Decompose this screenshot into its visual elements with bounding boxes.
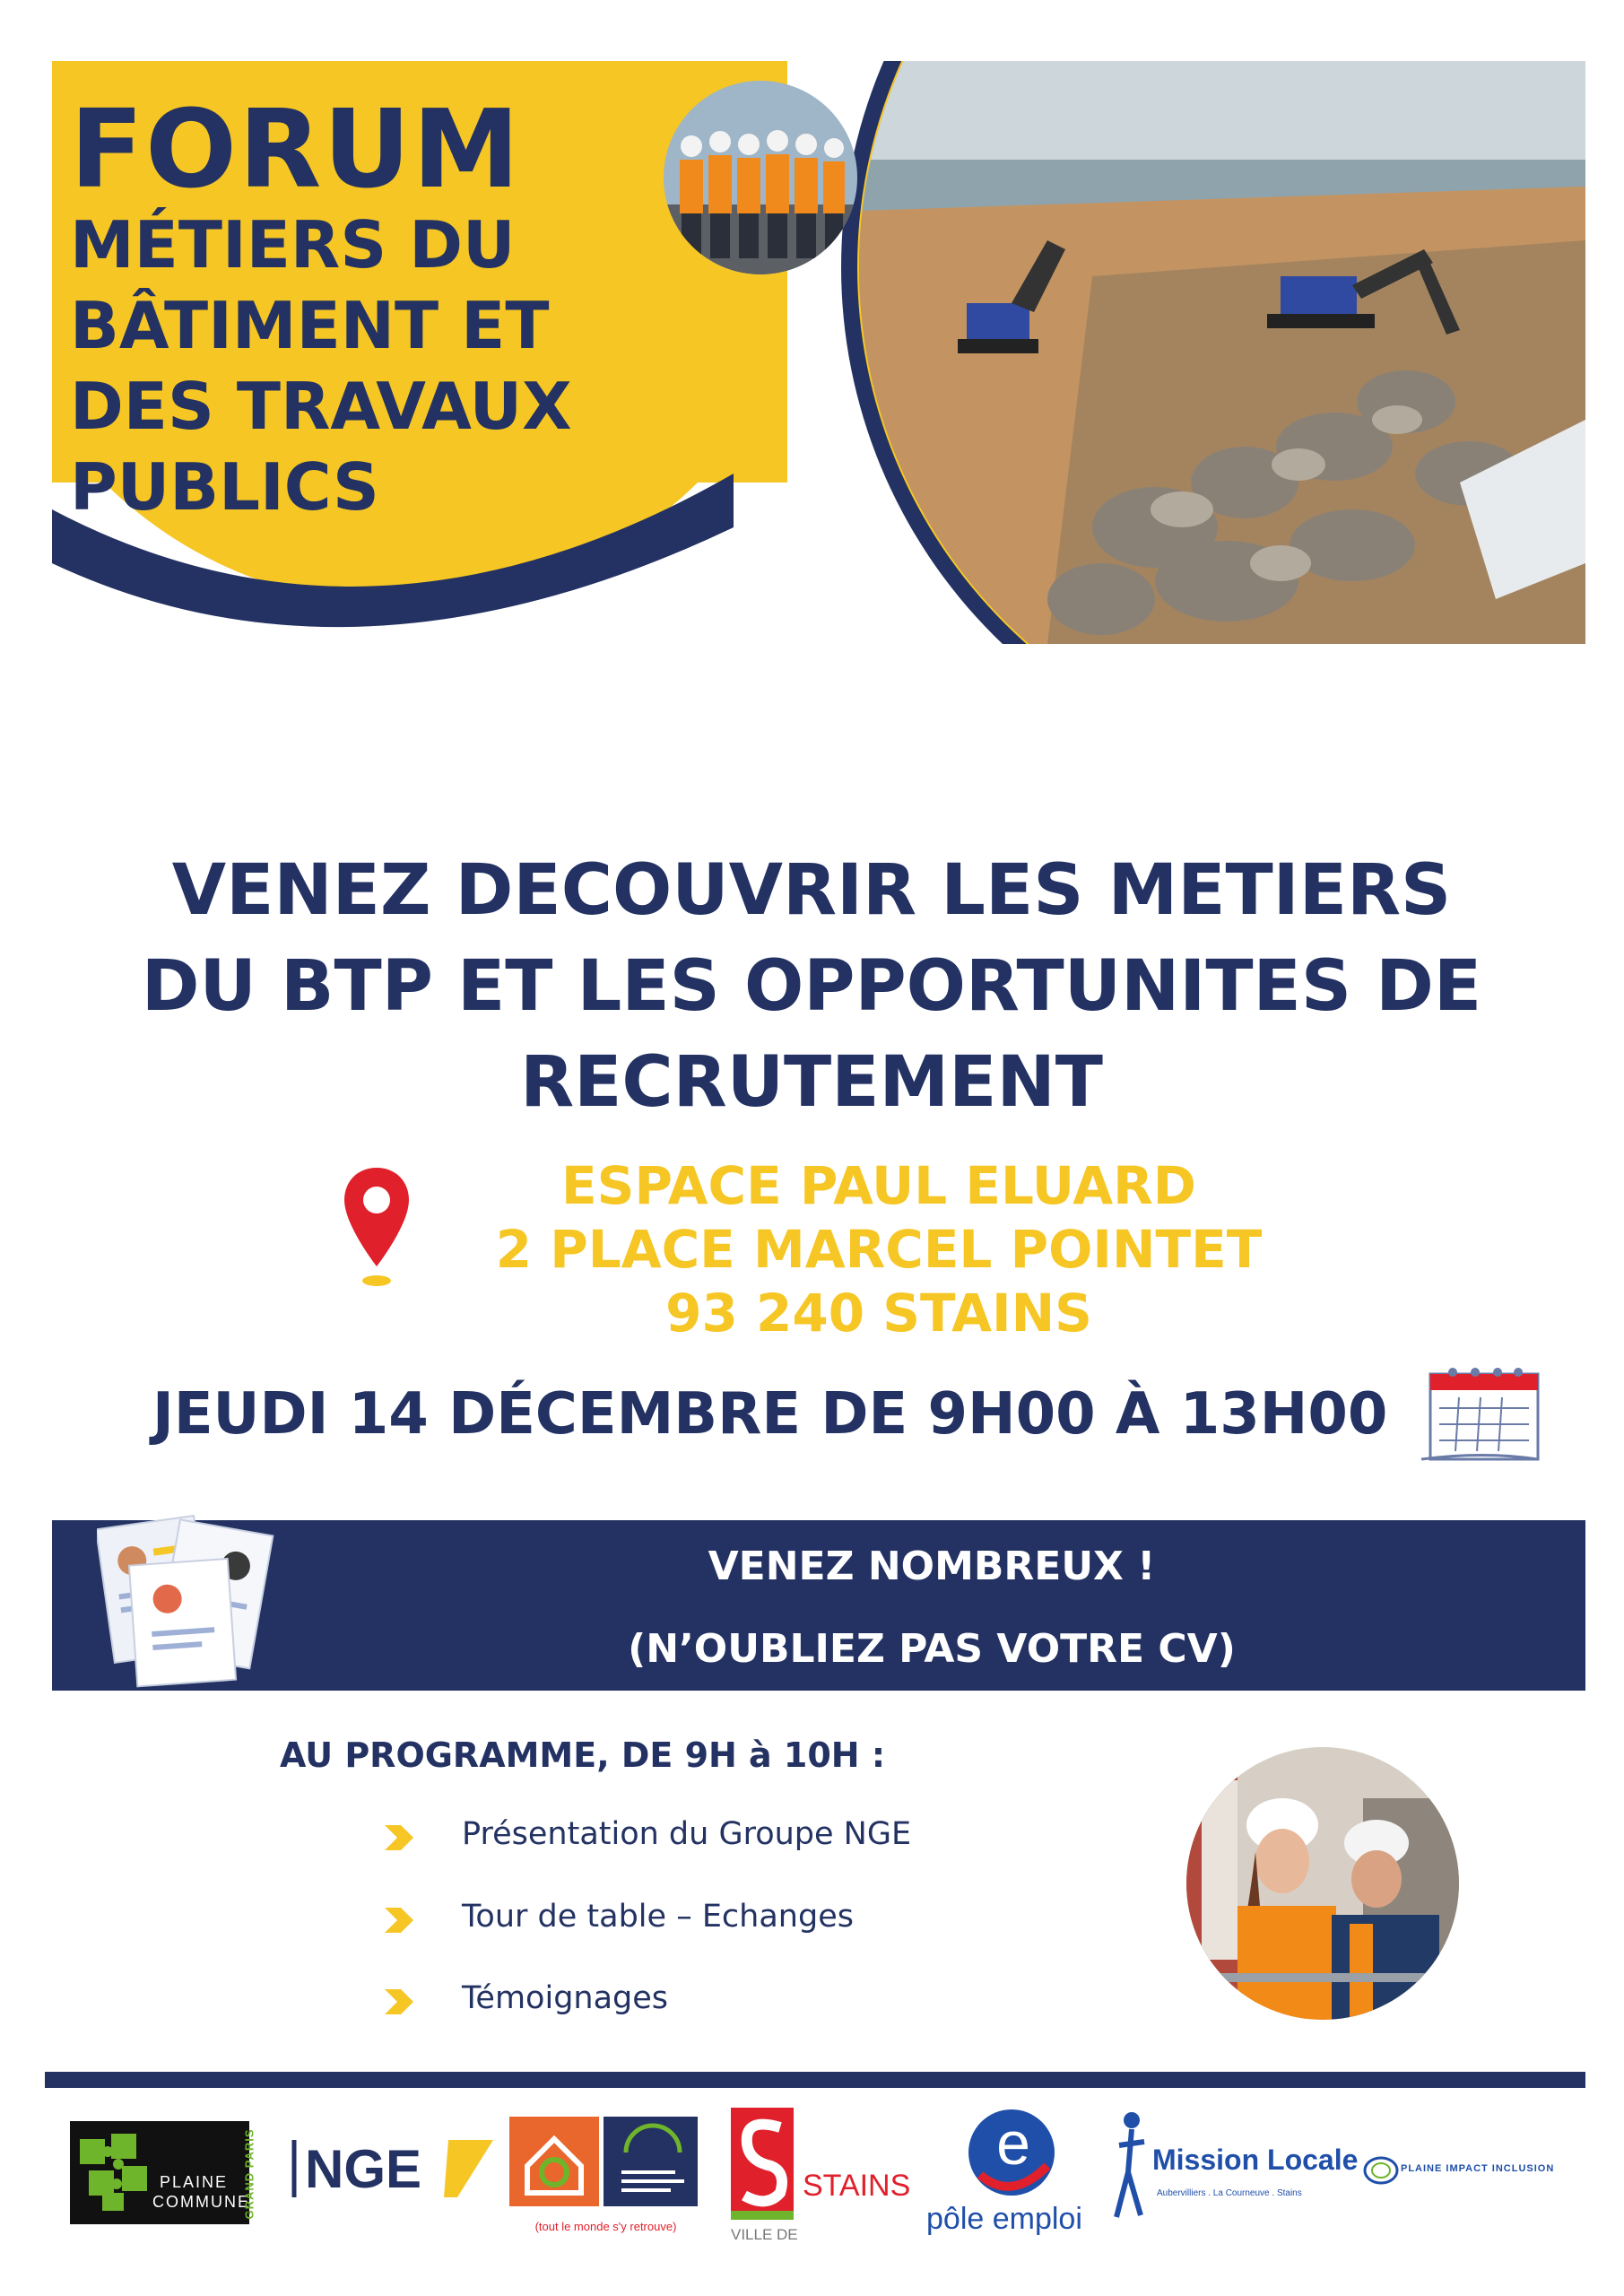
team-workers-photo [662, 79, 859, 276]
headline-line-3: RECRUTEMENT [520, 1041, 1103, 1123]
stains-prefix: VILLE DE [731, 2226, 798, 2243]
headline-line-1: VENEZ DECOUVRIR LES METIERS [171, 850, 1452, 931]
address-city: 93 240 STAINS [665, 1282, 1092, 1344]
banner-line-1: VENEZ NOMBREUX ! [708, 1544, 1156, 1589]
stains-logo [731, 2108, 919, 2251]
address-street: 2 PLACE MARCEL POINTET [495, 1218, 1263, 1280]
chevron-right-icon [381, 1820, 417, 1856]
address-venue: ESPACE PAUL ELUARD [561, 1155, 1196, 1216]
pole-emploi-letter: e [996, 2109, 1030, 2178]
puzzle-icon [75, 2130, 156, 2215]
subtitle-line-2: BÂTIMENT ET [70, 288, 550, 363]
stains-name: STAINS [803, 2169, 911, 2203]
cv-documents-icon [97, 1500, 276, 1688]
subtitle-line-1: MÉTIERS DU [70, 207, 516, 283]
plaine-commune-line2: COMMUNE [152, 2193, 250, 2211]
construction-site-photo [778, 61, 1585, 644]
mission-locale-sub: Aubervilliers . La Courneuve . Stains [1157, 2188, 1302, 2198]
headline-line-2: DU BTP ET LES OPPORTUNITES DE [141, 945, 1482, 1027]
banner-text [278, 1520, 1585, 1691]
programme-item-text: Témoignages [462, 1980, 669, 2016]
mission-locale-name: Mission Locale [1152, 2144, 1359, 2176]
programme-title: AU PROGRAMME, DE 9H à 10H : [280, 1735, 886, 1775]
mission-locale-figure-icon [1112, 2109, 1148, 2222]
subtitle-line-3: DES TRAVAUX [70, 369, 572, 444]
hero-header [52, 61, 1585, 644]
plaine-impact-text: PLAINE IMPACT INCLUSION [1401, 2163, 1555, 2174]
stains-s-mark [731, 2108, 803, 2220]
programme-item-text: Tour de table – Echanges [462, 1899, 854, 1935]
workers-photo [1184, 1744, 1462, 2022]
grand-paris-label: GRAND PARIS [242, 2128, 256, 2220]
pole-emploi-name: pôle emploi [926, 2202, 1082, 2236]
map-pin-icon [343, 1166, 411, 1292]
title-forum: FORUM [70, 88, 522, 213]
maison-emploi-logo [509, 2117, 702, 2247]
plaine-impact-logo [1363, 2152, 1574, 2188]
calendar-icon [1403, 1365, 1551, 1465]
event-address [430, 1154, 1327, 1344]
headline [54, 843, 1569, 1131]
nge-logo [287, 2133, 493, 2205]
footer-divider [45, 2072, 1585, 2088]
forum-title [70, 88, 716, 527]
subtitle-line-4: PUBLICS [70, 449, 379, 525]
nge-logo-text: NGE [305, 2139, 422, 2199]
event-date: JEUDI 14 DÉCEMBRE DE 9H00 À 13H00 [152, 1381, 1388, 1448]
plaine-commune-line1: PLAINE [160, 2173, 229, 2191]
programme-item-text: Présentation du Groupe NGE [462, 1816, 912, 1852]
maison-emploi-mark [509, 2117, 702, 2215]
banner-line-2: (N’OUBLIEZ PAS VOTRE CV) [628, 1626, 1236, 1672]
maison-emploi-caption: (tout le monde s'y retrouve) [534, 2220, 677, 2233]
chevron-right-icon [381, 1902, 417, 1938]
plaine-impact-mark [1363, 2154, 1399, 2187]
chevron-right-icon [381, 1984, 417, 2020]
mission-locale-logo [1112, 2109, 1359, 2226]
plaine-commune-logo [70, 2121, 249, 2224]
pole-emploi-logo [922, 2103, 1101, 2247]
